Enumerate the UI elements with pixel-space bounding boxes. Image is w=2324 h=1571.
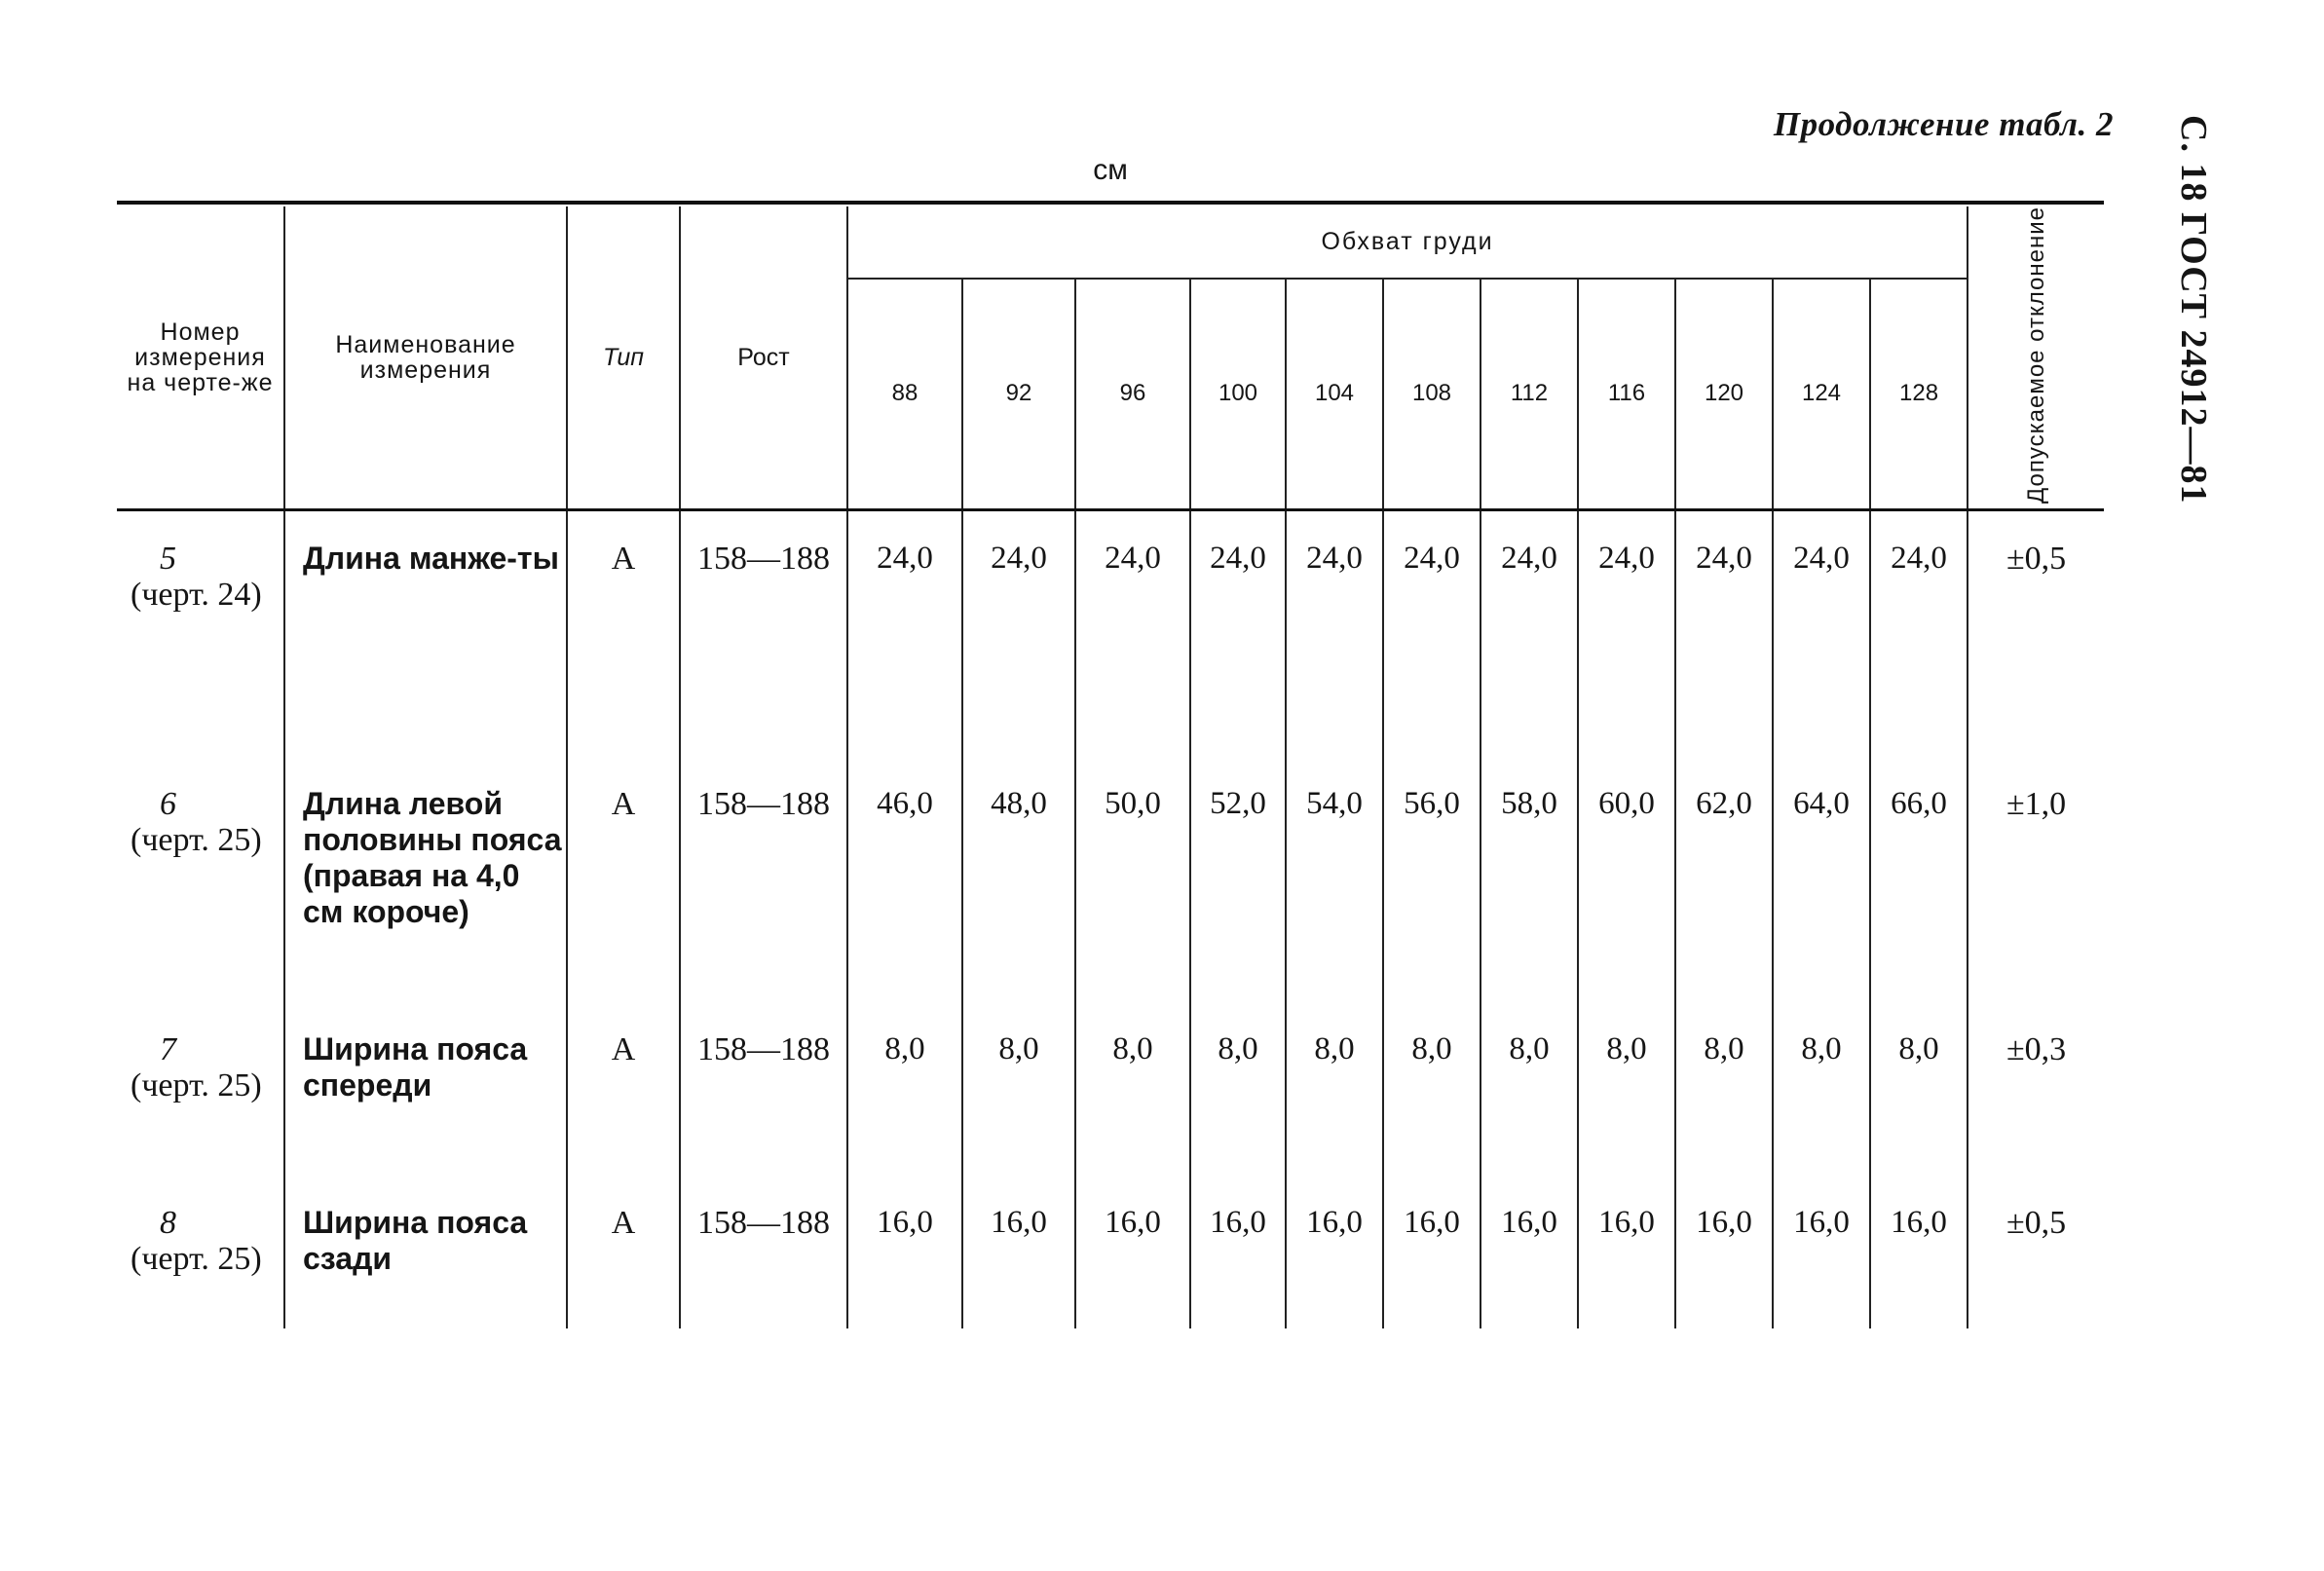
chest-size-header: 124	[1773, 279, 1870, 510]
value-cell: 24,0	[1675, 510, 1773, 758]
table-top-rule	[117, 201, 2104, 205]
measurement-number-cell	[117, 1002, 284, 1176]
table-row	[117, 510, 2104, 758]
value-cell: 46,0	[847, 757, 962, 1002]
table-header	[117, 206, 2104, 510]
standard-reference: С. 18 ГОСТ 24912—81	[2173, 115, 2214, 505]
value-cell: 64,0	[1773, 757, 1870, 1002]
page-side-label	[2160, 115, 2221, 563]
table-row	[117, 1176, 2104, 1328]
measurement-name: Ширина пояса спереди	[284, 1002, 567, 1176]
measurement-type: А	[567, 510, 680, 758]
height-range: 158—188	[680, 757, 847, 1002]
value-cell: 8,0	[1773, 1002, 1870, 1176]
value-cell: 24,0	[1190, 510, 1286, 758]
value-cell: 16,0	[1578, 1176, 1675, 1328]
drawing-reference: (черт. 24)	[131, 577, 262, 613]
value-cell: 24,0	[1870, 510, 1968, 758]
drawing-reference: (черт. 25)	[131, 1241, 262, 1277]
value-cell: 24,0	[1286, 510, 1383, 758]
value-cell: 16,0	[1870, 1176, 1968, 1328]
measurement-type: А	[567, 1002, 680, 1176]
measurement-number: 8	[160, 1205, 176, 1241]
value-cell: 66,0	[1870, 757, 1968, 1002]
value-cell: 48,0	[962, 757, 1075, 1002]
height-range: 158—188	[680, 1176, 847, 1328]
chest-size-header: 108	[1383, 279, 1481, 510]
chest-size-header: 128	[1870, 279, 1968, 510]
tolerance-cell: ±0,3	[2005, 1031, 2067, 1067]
table-row	[117, 1002, 2104, 1176]
value-cell: 8,0	[1286, 1002, 1383, 1176]
chest-size-header: 88	[847, 279, 962, 510]
tolerance-cell: ±0,5	[2005, 1205, 2067, 1241]
value-cell: 24,0	[1773, 510, 1870, 758]
measurement-type: А	[567, 757, 680, 1002]
value-cell: 16,0	[847, 1176, 962, 1328]
measurement-number-cell	[117, 510, 284, 758]
column-header-number: Номер измерения на черте-же	[117, 206, 284, 510]
value-cell: 16,0	[1075, 1176, 1190, 1328]
chest-size-header: 96	[1075, 279, 1190, 510]
measurement-number: 7	[160, 1031, 176, 1067]
column-header-name: Наименование измерения	[284, 206, 567, 510]
measurement-name: Длина левой половины пояса (правая на 4,0 см короче)	[284, 757, 567, 1002]
value-cell: 56,0	[1383, 757, 1481, 1002]
tolerance-cell: ±0,5	[2005, 541, 2067, 577]
value-cell: 16,0	[962, 1176, 1075, 1328]
value-cell: 8,0	[1870, 1002, 1968, 1176]
value-cell: 16,0	[1675, 1176, 1773, 1328]
value-cell: 62,0	[1675, 757, 1773, 1002]
table-row	[117, 757, 2104, 1002]
chest-size-header: 92	[962, 279, 1075, 510]
measurement-number: 5	[160, 541, 176, 577]
value-cell: 50,0	[1075, 757, 1190, 1002]
value-cell: 8,0	[1383, 1002, 1481, 1176]
column-header-chest-group: Обхват груди	[847, 206, 1968, 279]
value-cell: 52,0	[1190, 757, 1286, 1002]
value-cell: 8,0	[1675, 1002, 1773, 1176]
drawing-reference: (черт. 25)	[131, 822, 262, 858]
height-range: 158—188	[680, 1002, 847, 1176]
value-cell: 16,0	[1286, 1176, 1383, 1328]
tolerance-header-label: Допускаемое отклонение	[2022, 206, 2049, 504]
measurement-number: 6	[160, 786, 176, 822]
value-cell: 24,0	[847, 510, 962, 758]
tolerance-cell: ±1,0	[2005, 786, 2067, 822]
chest-size-header: 112	[1481, 279, 1578, 510]
measurement-type: А	[567, 1176, 680, 1328]
drawing-reference: (черт. 25)	[131, 1067, 262, 1103]
chest-size-header: 104	[1286, 279, 1383, 510]
value-cell: 24,0	[1075, 510, 1190, 758]
measurement-number-cell	[117, 757, 284, 1002]
value-cell: 24,0	[1383, 510, 1481, 758]
value-cell: 58,0	[1481, 757, 1578, 1002]
value-cell: 54,0	[1286, 757, 1383, 1002]
measurement-number-cell	[117, 1176, 284, 1328]
value-cell: 24,0	[962, 510, 1075, 758]
chest-size-header: 120	[1675, 279, 1773, 510]
value-cell: 8,0	[1481, 1002, 1578, 1176]
value-cell: 16,0	[1190, 1176, 1286, 1328]
value-cell: 24,0	[1481, 510, 1578, 758]
column-header-height: Рост	[680, 206, 847, 510]
measurement-name: Длина манже-ты	[284, 510, 567, 758]
measurements-table	[117, 206, 2104, 1328]
value-cell: 8,0	[1190, 1002, 1286, 1176]
value-cell: 24,0	[1578, 510, 1675, 758]
value-cell: 16,0	[1383, 1176, 1481, 1328]
unit-label: см	[1093, 154, 1128, 186]
table-body	[117, 510, 2104, 1329]
value-cell: 8,0	[847, 1002, 962, 1176]
value-cell: 16,0	[1773, 1176, 1870, 1328]
value-cell: 16,0	[1481, 1176, 1578, 1328]
column-header-type: Тип	[567, 206, 680, 510]
value-cell: 8,0	[962, 1002, 1075, 1176]
chest-size-header: 100	[1190, 279, 1286, 510]
value-cell: 8,0	[1578, 1002, 1675, 1176]
table-continuation-label: Продолжение табл. 2	[1773, 105, 2114, 143]
height-range: 158—188	[680, 510, 847, 758]
column-header-tolerance	[1968, 206, 2104, 510]
chest-size-header: 116	[1578, 279, 1675, 510]
measurement-name: Ширина пояса сзади	[284, 1176, 567, 1328]
value-cell: 60,0	[1578, 757, 1675, 1002]
value-cell: 8,0	[1075, 1002, 1190, 1176]
